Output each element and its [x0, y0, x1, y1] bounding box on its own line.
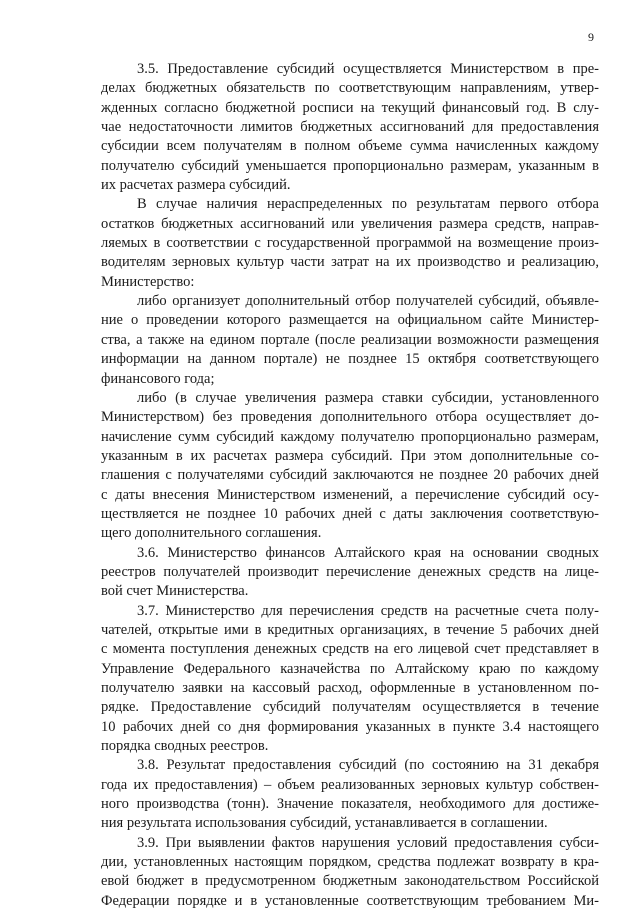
text-line: либо (в случае увеличения размера ставки субсидии, установленного: [137, 389, 599, 406]
text-line: дии, установленных настоящим порядком, средства подлежат возврату в кра-: [101, 854, 599, 871]
text-line: щего дополнительного соглашения.: [101, 525, 322, 542]
text-line: информации на данном портале) не позднее 15 октября соответствующего: [101, 351, 599, 368]
text-line: остатков бюджетных ассигнований или увеличения размера средств, направ-: [101, 215, 599, 232]
text-line: 3.7. Министерство для перечисления средств на расчетные счета полу-: [137, 602, 599, 619]
text-line: года их предоставления) – объем реализованных зерновых культур собствен-: [101, 776, 599, 793]
text-line: ного производства (тонн). Значение показателя, необходимого для достиже-: [101, 796, 599, 813]
text-line: 3.5. Предоставление субсидий осуществляется Министерством в пре-: [137, 61, 599, 77]
text-line: с момента поступления денежных средств на его лицевой счет представляет в: [101, 641, 599, 658]
text-line: 3.6. Министерство финансов Алтайского края на основании сводных: [137, 544, 599, 561]
text-line: Министерством) без проведения дополнительного отбора осуществляет до-: [101, 409, 599, 426]
text-line: получателю заявки на кассовый расход, оформленные в установленном по-: [101, 680, 599, 696]
text-line: ляемых в соответствии с государственной программой на возмещение произ-: [101, 235, 599, 252]
text-line: делах бюджетных обязательств по соответствующим направлениям, утвер-: [101, 80, 599, 97]
text-line: жденных согласно бюджетной росписи на текущий финансовый год. В слу-: [101, 99, 599, 116]
text-line: ние о проведении которого размещается на официальном сайте Министер-: [101, 312, 599, 329]
text-line: глашения с получателями субсидий заключаются не позднее 20 рабочих дней: [101, 467, 599, 484]
text-line: Министерство:: [101, 273, 195, 290]
text-line: начисление сумм субсидий каждому получателю пропорционально размерам,: [101, 428, 599, 445]
text-line: финансового года;: [101, 370, 215, 387]
text-line: чае недостаточности лимитов бюджетных ассигнований для предоставления: [101, 119, 599, 136]
text-line: их расчетах размера субсидий.: [101, 177, 291, 194]
text-line: получателю субсидий уменьшается пропорционально размерам, указанным в: [101, 157, 599, 174]
document-body: [101, 60, 599, 911]
text-line: ния результата использования субсидий, устанавливается в соглашении.: [101, 815, 548, 832]
text-line: указанным в их расчетах размера субсидий. При этом дополнительные со-: [101, 447, 599, 464]
text-line: евой бюджет в предусмотренном бюджетным законодательством Российской: [101, 873, 599, 890]
text-line: 10 рабочих дней со дня формирования указанных в пункте 3.4 настоящего: [101, 718, 599, 735]
text-line: ства, а также на едином портале (после реализации возможности размещения: [101, 331, 599, 348]
text-line: субсидии всем получателям в полном объеме сумма начисленных каждому: [101, 138, 599, 155]
page-number: 9: [588, 30, 594, 44]
text-line: рядке. Предоставление субсидий получателям осуществляется в течение: [101, 699, 599, 716]
text-line: 3.8. Результат предоставления субсидий (по состоянию на 31 декабря: [137, 757, 599, 774]
text-line: В случае наличия нераспределенных по результатам первого отбора: [137, 196, 599, 213]
text-line: реестров получателей производит перечисление денежных средств на лице-: [101, 563, 599, 580]
text-line: Управление Федерального казначейства по Алтайскому краю по каждому: [101, 660, 599, 677]
text-line: водителям зерновых культур части затрат на их производство и реализацию,: [101, 254, 599, 271]
text-line: ществляется не позднее 10 рабочих дней с даты заключения соответствую-: [101, 505, 599, 522]
text-line: порядка сводных реестров.: [101, 738, 269, 755]
text-line: вой счет Министерства.: [101, 583, 249, 600]
text-line: с даты внесения Министерством изменений, а перечисление субсидий осу-: [101, 486, 599, 503]
text-line: чателей, открытые ими в кредитных организациях, в течение 5 рабочих дней: [101, 621, 599, 638]
text-line: Федерации порядке и в установленные соответствующим требованием Ми-: [101, 892, 599, 909]
text-line: либо организует дополнительный отбор получателей субсидий, объявле-: [137, 293, 599, 310]
text-line: 3.9. При выявлении фактов нарушения условий предоставления субси-: [137, 834, 599, 851]
